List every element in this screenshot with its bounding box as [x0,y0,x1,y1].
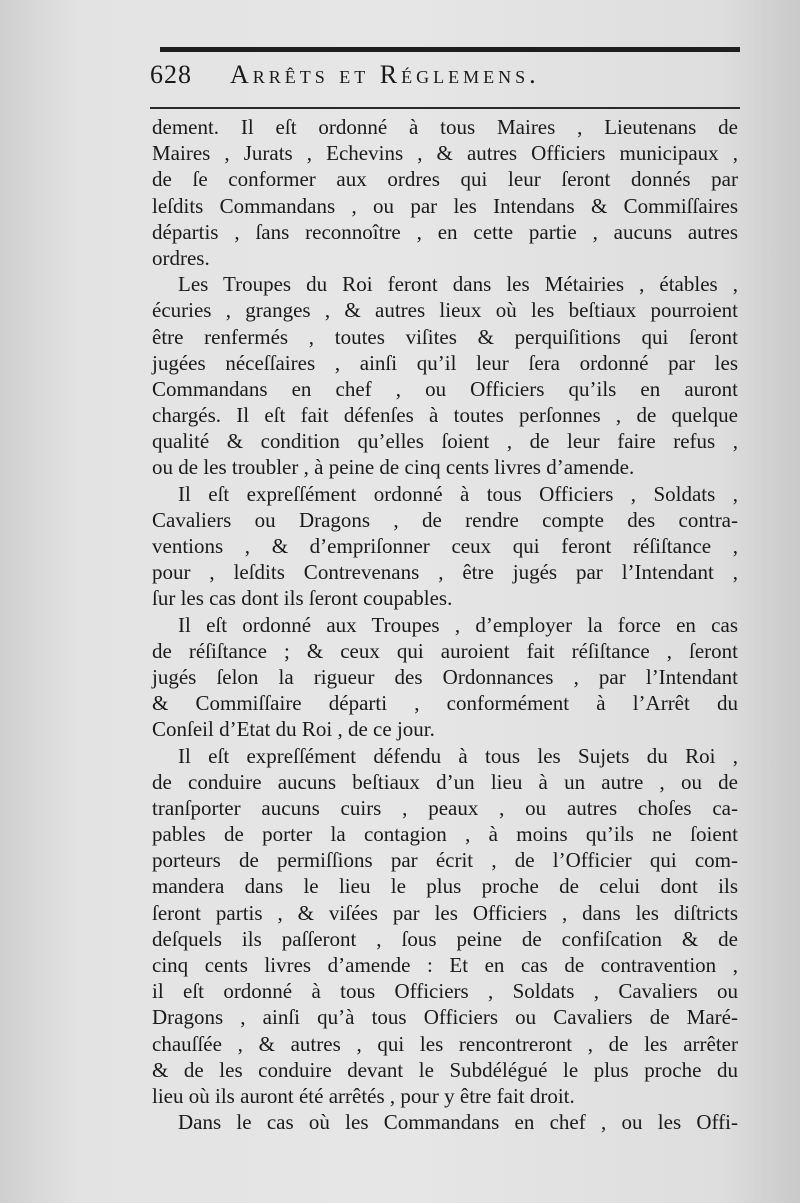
text-line: & de les conduire devant le Subdélégué le plus proche du [152,1057,738,1082]
text-line: chargés. Il eſt fait défenſes à toutes perſonnes , de quelque [152,403,738,428]
text-line: départis , ſans reconnoître , en cette partie , aucuns autres [152,219,738,244]
text-line: pables de porter la contagion , à moins qu’ils ne ſoient [152,822,738,847]
text-line: ou de les troubler , à peine de cinq cents livres d’amende. [152,455,635,480]
text-line: pour , leſdits Contrevenans , être jugés par l’Intendant , [152,560,738,585]
text-line: porteurs de permiſſions par écrit , de l’Officier qui com- [152,848,738,873]
text-line: Conſeil d’Etat du Roi , de ce jour. [152,717,435,742]
text-line: de ſe conformer aux ordres qui leur ſeront donnés par [152,167,738,192]
header-rule [150,107,740,109]
text-line: cinq cents livres d’amende : Et en cas de contravention , [152,953,738,977]
text-line: tranſporter aucuns cuirs , peaux , ou autres choſes ca- [152,795,738,820]
text-line: chauſſée , & autres , qui les rencontreront , de les arrêter [152,1031,738,1056]
body-text [152,114,738,1135]
text-line: mandera dans le lieu le plus proche de celui dont ils [152,874,738,899]
text-line: être renfermés , toutes viſites & perquiſitions qui ſeront [152,324,738,349]
text-line: leſdits Commandans , ou par les Intendans & Commiſſaires [152,193,738,218]
text-line: ſeront partis , & viſées par les Officiers , dans les diſtricts [152,900,738,925]
text-line: Dragons , ainſi qu’à tous Officiers ou Cavaliers de Maré- [152,1005,738,1030]
text-line: écuries , granges , & autres lieux où les beſtiaux pourroient [152,298,738,323]
text-line: de réſiſtance ; & ceux qui auroient fait réſiſtance , ſeront [152,638,738,663]
running-title: Arrêts et Réglemens. [230,60,540,89]
text-line: dement. Il eſt ordonné à tous Maires , Lieutenans de [152,115,738,139]
page-header [150,60,750,100]
text-line: Il eſt expreſſément ordonné à tous Officiers , Soldats , [178,481,738,506]
top-rule [160,47,740,52]
text-line: deſquels ils paſſeront , ſous peine de confiſcation & de [152,926,738,951]
page-number: 628 [150,60,192,89]
text-line: Maires , Jurats , Echevins , & autres Officiers municipaux , [152,141,738,166]
text-line: Il eſt ordonné aux Troupes , d’employer la force en cas [178,612,738,637]
text-line: Les Troupes du Roi feront dans les Métairies , étables , [178,272,738,297]
text-line: jugés ſelon la rigueur des Ordonnances , par l’Intendant [152,664,738,689]
text-line: lieu où ils auront été arrêtés , pour y être fait droit. [152,1083,575,1108]
text-line: Il eſt expreſſément défendu à tous les Sujets du Roi , [178,743,738,768]
text-line: ſur les cas dont ils ſeront coupables. [152,586,453,611]
text-line: il eſt ordonné à tous Officiers , Soldats , Cavaliers ou [152,979,738,1004]
text-line: Dans le cas où les Commandans en chef , ou les Offi- [178,1110,738,1135]
text-line: ordres. [152,245,210,270]
text-line: de conduire aucuns beſtiaux d’un lieu à un autre , ou de [152,769,738,794]
text-line: ventions , & d’empriſonner ceux qui feront réſiſtance , [152,534,738,558]
text-line: qualité & condition qu’elles ſoient , de leur faire refus , [152,429,738,454]
text-line: Cavaliers ou Dragons , de rendre compte des contra- [152,507,738,532]
text-line: & Commiſſaire départi , conformément à l’Arrêt du [152,691,738,716]
text-line: Commandans en chef , ou Officiers qu’ils en auront [152,376,738,401]
text-line: jugées néceſſaires , ainſi qu’il leur ſera ordonné par les [152,350,738,375]
